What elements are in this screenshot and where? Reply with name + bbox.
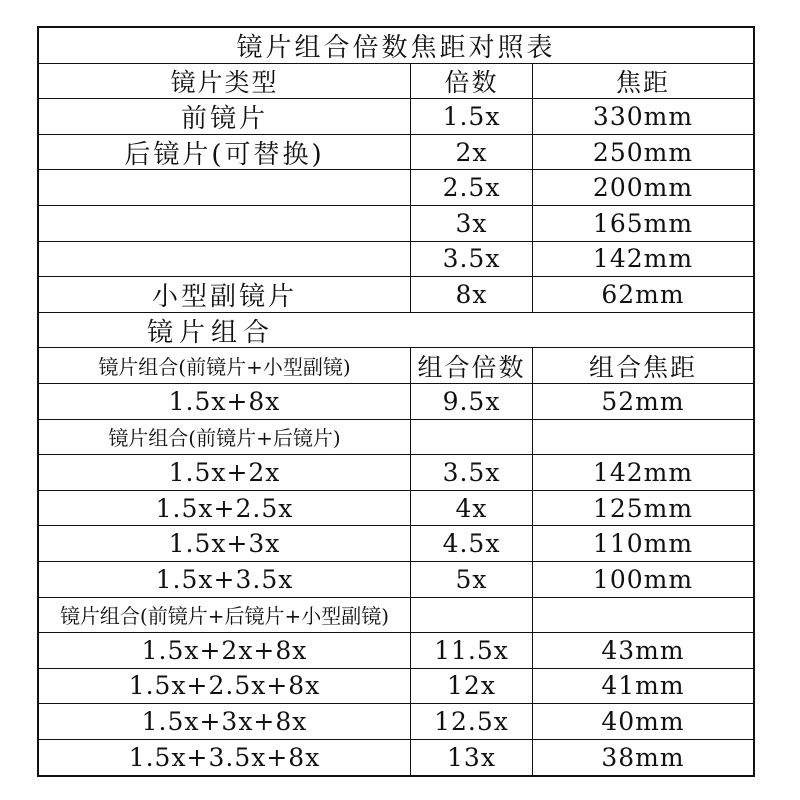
table-row [39, 135, 753, 171]
combo-cell: 1.5x+2x+8x [39, 633, 411, 668]
combo-cell: 1.5x+3.5x [39, 562, 411, 597]
magnification-cell: 3.5x [411, 242, 533, 277]
focal-length-cell: 250mm [592, 137, 694, 167]
magnification-cell: 5x [411, 562, 533, 597]
table-row [39, 633, 753, 669]
header-magnification: 倍数 [411, 64, 533, 99]
magnification-cell: 13x [411, 740, 533, 776]
focal-length-cell: 52mm [601, 386, 685, 416]
magnification-cell: 4.5x [411, 526, 533, 561]
focal-length-cell: 165mm [592, 208, 694, 238]
combo-cell: 1.5x+2.5x+8x [39, 669, 411, 704]
focal-length-cell: 200mm [592, 173, 694, 203]
lens-type-cell: 后镜片(可替换) [39, 135, 411, 170]
combo-cell: 1.5x+3.5x+8x [39, 740, 411, 776]
table-row [39, 455, 753, 491]
empty-cell [533, 420, 753, 455]
focal-length-cell: 142mm [592, 244, 694, 274]
combo-cell: 1.5x+8x [39, 384, 411, 419]
table-row [39, 277, 753, 313]
focal-length-cell: 100mm [592, 564, 694, 594]
focal-length-table [37, 26, 755, 777]
empty-cell [411, 598, 533, 633]
magnification-cell: 12.5x [411, 704, 533, 739]
table-row [39, 740, 753, 776]
lens-type-cell: 前镜片 [39, 99, 411, 134]
table-row [39, 170, 753, 206]
group-label: 镜片组合(前镜片+后镜片+小型副镜) [39, 598, 411, 633]
combo-cell: 1.5x+3x+8x [39, 704, 411, 739]
combo-cell: 1.5x+2x [39, 455, 411, 490]
magnification-cell: 3.5x [411, 455, 533, 490]
header-combo-magnification: 组合倍数 [411, 348, 533, 383]
table-row [39, 491, 753, 527]
magnification-cell: 1.5x [411, 99, 533, 134]
combo-cell: 1.5x+3x [39, 526, 411, 561]
focal-length-cell: 330mm [592, 101, 694, 131]
section-row [39, 313, 753, 349]
focal-length-cell: 38mm [601, 743, 685, 773]
group-label: 镜片组合(前镜片+后镜片) [39, 420, 411, 455]
table-row [39, 669, 753, 705]
empty-cell [533, 598, 753, 633]
magnification-cell: 12x [411, 669, 533, 704]
focal-length-cell: 62mm [601, 279, 685, 309]
table-title-row [39, 28, 753, 64]
section-label: 镜片组合 [147, 317, 276, 348]
table-row [39, 99, 753, 135]
table-row [39, 384, 753, 420]
table-row [39, 704, 753, 740]
group-header-row [39, 348, 753, 384]
magnification-cell: 2.5x [411, 170, 533, 205]
lens-type-cell: 小型副镜片 [39, 277, 411, 312]
magnification-cell: 3x [411, 206, 533, 241]
lens-type-cell [39, 242, 411, 277]
group-header-row [39, 420, 753, 456]
table-header-row [39, 64, 753, 100]
focal-length-cell: 142mm [592, 457, 694, 487]
header-lens-type: 镜片类型 [39, 64, 411, 99]
focal-length-cell: 43mm [601, 635, 685, 665]
table-title: 镜片组合倍数焦距对照表 [236, 32, 556, 63]
header-focal-length: 焦距 [615, 67, 670, 97]
lens-type-cell [39, 170, 411, 205]
focal-length-cell: 125mm [592, 493, 694, 523]
group-label: 镜片组合(前镜片+小型副镜) [39, 348, 411, 383]
combo-cell: 1.5x+2.5x [39, 491, 411, 526]
group-header-row [39, 598, 753, 634]
magnification-cell: 11.5x [411, 633, 533, 668]
table-row [39, 562, 753, 598]
table-row [39, 206, 753, 242]
header-combo-focal-length: 组合焦距 [588, 352, 697, 382]
table-row [39, 242, 753, 278]
lens-type-cell [39, 206, 411, 241]
focal-length-cell: 40mm [601, 707, 685, 737]
empty-cell [411, 420, 533, 455]
magnification-cell: 2x [411, 135, 533, 170]
focal-length-cell: 110mm [592, 529, 694, 559]
magnification-cell: 9.5x [411, 384, 533, 419]
magnification-cell: 4x [411, 491, 533, 526]
focal-length-cell: 41mm [601, 671, 685, 701]
table-row [39, 526, 753, 562]
magnification-cell: 8x [411, 277, 533, 312]
